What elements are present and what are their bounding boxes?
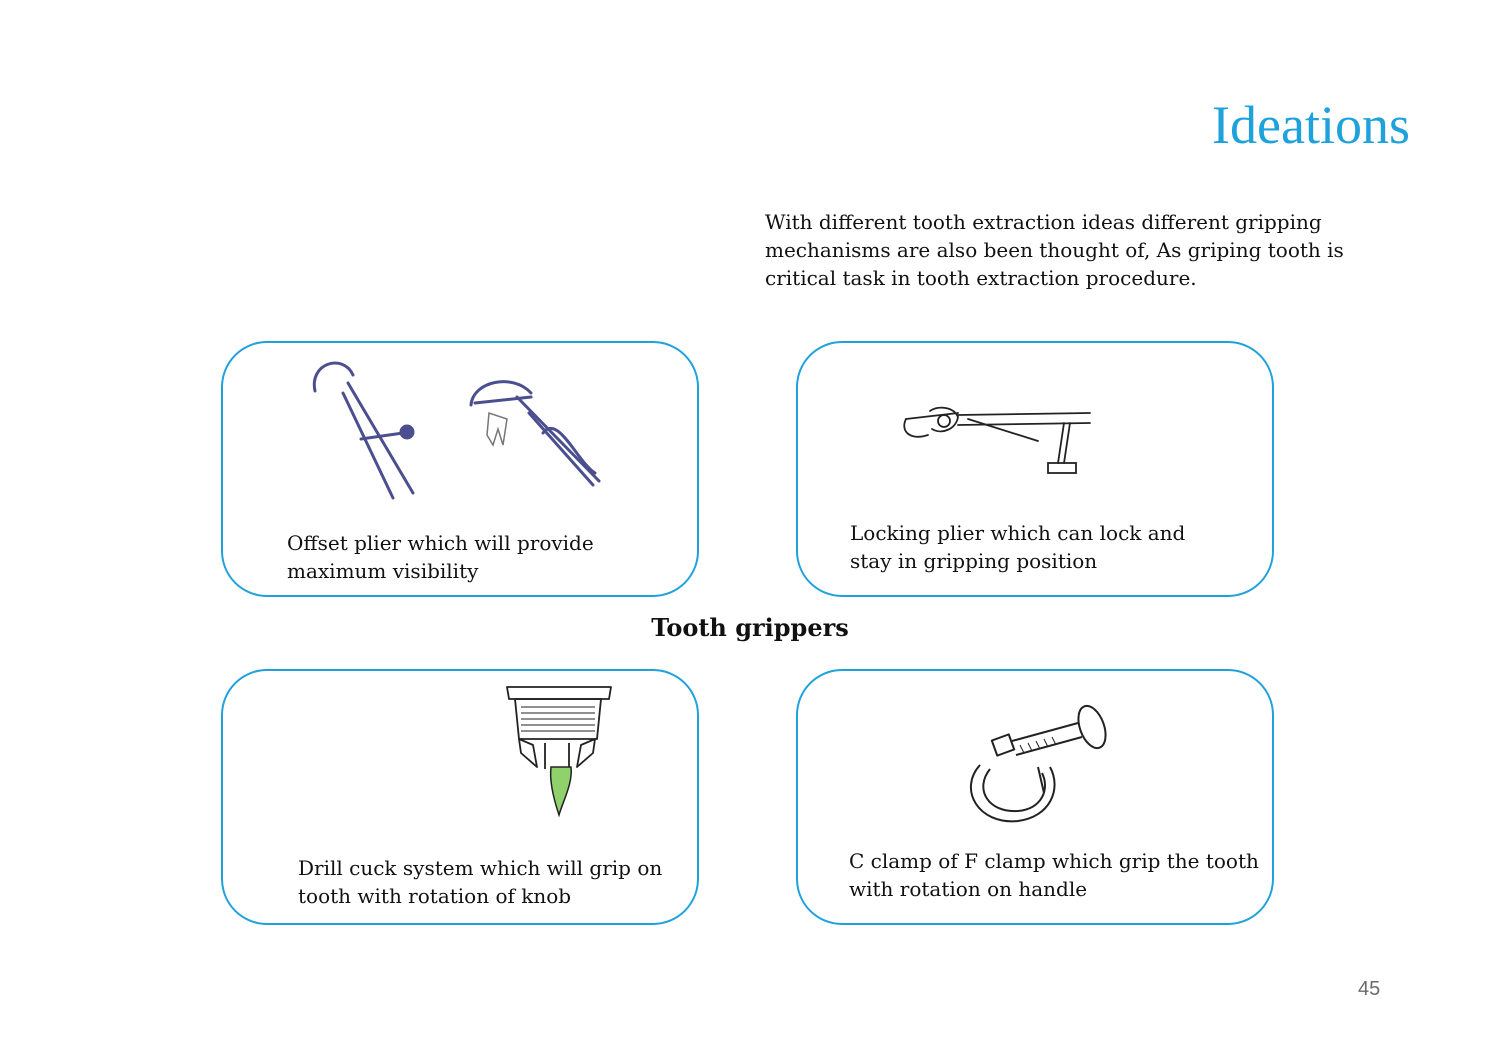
card-c-clamp	[796, 669, 1274, 925]
card-locking-plier	[796, 341, 1274, 597]
card-caption	[298, 854, 662, 910]
caption-line: tooth with rotation of knob	[298, 884, 572, 908]
locking-plier-sketch-image	[898, 401, 1098, 491]
caption-line: with rotation on handle	[849, 877, 1088, 901]
caption-line: maximum visibility	[287, 559, 479, 583]
offset-plier-sketch-image	[303, 353, 603, 503]
card-caption	[849, 847, 1259, 903]
section-label: Tooth grippers	[651, 613, 849, 642]
card-caption	[850, 519, 1185, 575]
caption-line: stay in gripping position	[850, 549, 1098, 573]
page-number: 45	[1358, 978, 1381, 1000]
drill-chuck-sketch-image	[501, 683, 631, 823]
card-caption	[287, 529, 594, 585]
caption-line: Locking plier which can lock and	[850, 521, 1186, 545]
caption-line: C clamp of F clamp which grip the tooth	[849, 849, 1259, 873]
intro-paragraph: With different tooth extraction ideas different gripping mechanisms are also been thought of, As griping tooth is critical task in tooth extraction procedure.	[765, 210, 1344, 290]
c-clamp-sketch-image	[958, 697, 1118, 837]
caption-line: Offset plier which will provide	[287, 531, 594, 555]
card-offset-plier	[221, 341, 699, 597]
caption-line: Drill cuck system which will grip on	[298, 856, 663, 880]
page-title: Ideations	[1212, 95, 1410, 155]
card-drill-chuck	[221, 669, 699, 925]
